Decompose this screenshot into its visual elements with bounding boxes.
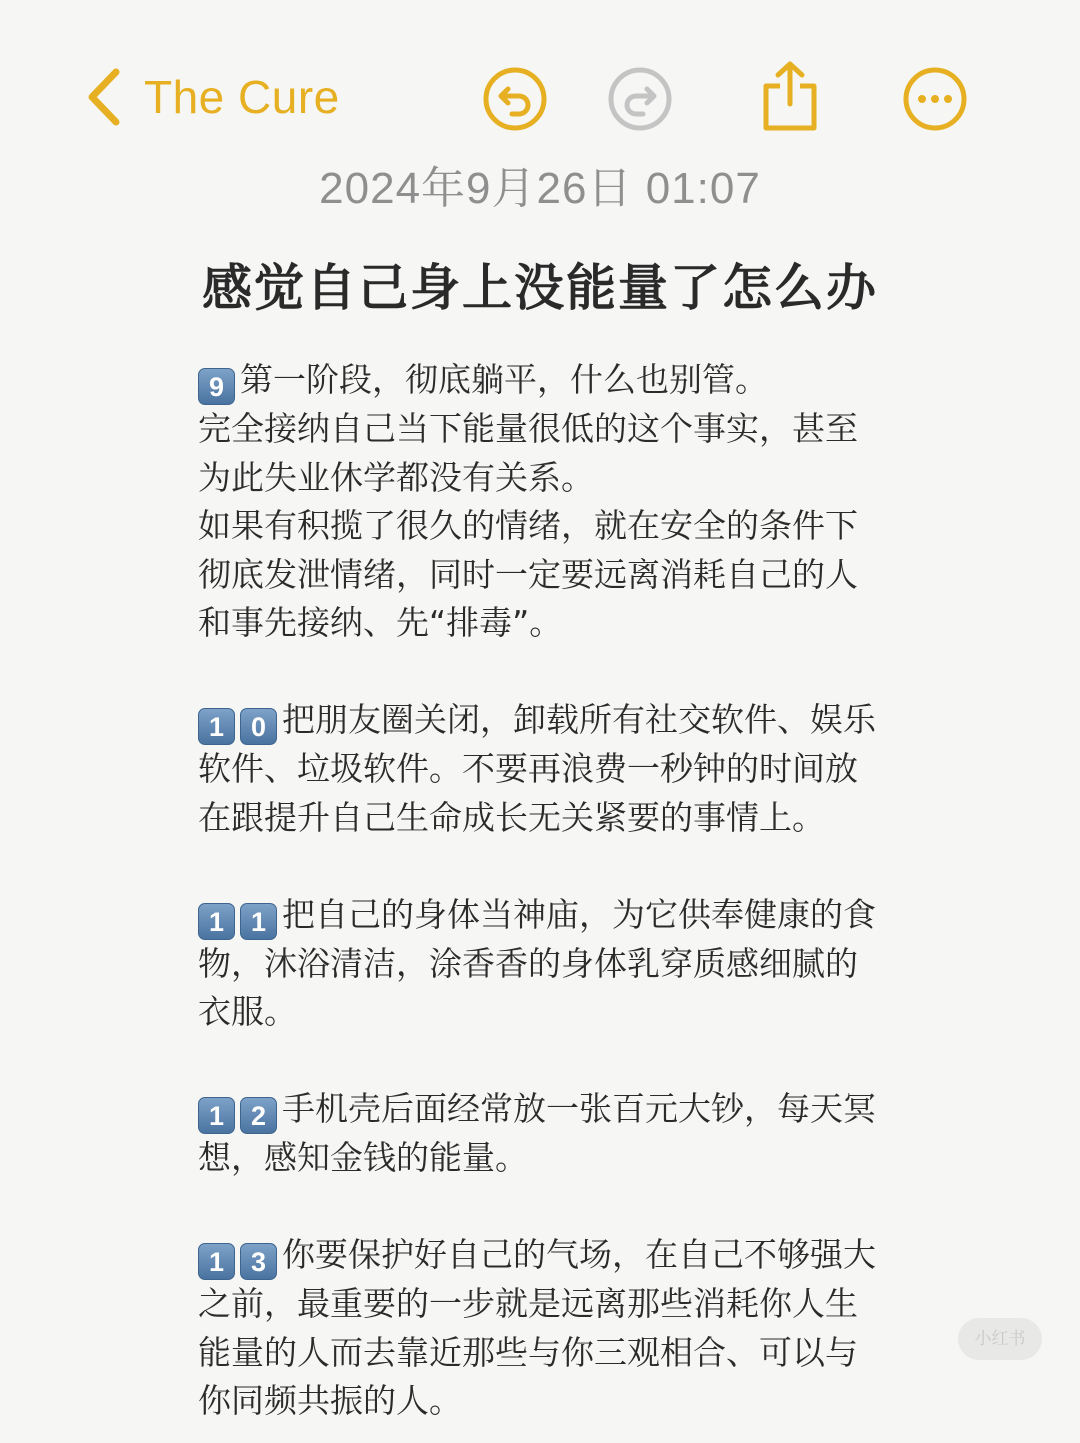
keycap-digit-icon: 0 bbox=[240, 708, 277, 745]
note-section bbox=[198, 891, 918, 1037]
text-line: 1 1 把自己的身体当神庙，为它供奉健康的食 bbox=[198, 891, 918, 940]
note-title: 感觉自己身上没能量了怎么办 bbox=[202, 259, 878, 317]
text-line: 想，感知金钱的能量。 bbox=[198, 1138, 528, 1177]
keycap-digit-icon: 1 bbox=[198, 708, 235, 745]
share-button[interactable] bbox=[758, 60, 822, 134]
paragraph-gap bbox=[198, 842, 918, 891]
text-line: 能量的人而去靠近那些与你三观相合、可以与 bbox=[198, 1332, 858, 1372]
text-line: 衣服。 bbox=[198, 992, 297, 1031]
note-body[interactable] bbox=[198, 356, 918, 1426]
chevron-left-icon bbox=[86, 68, 122, 126]
note-section bbox=[198, 356, 918, 648]
text-line: 1 2 手机壳后面经常放一张百元大钞，每天冥 bbox=[198, 1085, 918, 1134]
keycap-digit-icon: 3 bbox=[240, 1243, 277, 1280]
text-line: 1 0 把朋友圈关闭，卸载所有社交软件、娱乐 bbox=[198, 696, 918, 745]
note-section bbox=[198, 696, 918, 842]
text-line: 如果有积揽了很久的情绪，就在安全的条件下 bbox=[198, 506, 858, 545]
note-section bbox=[198, 1085, 918, 1183]
text-line: 物，沐浴清洁，涂香香的身体乳穿质感细腻的 bbox=[198, 943, 858, 983]
redo-button[interactable] bbox=[607, 66, 673, 132]
keycap-digit-icon: 1 bbox=[198, 1243, 235, 1280]
watermark-logo: 小红书 bbox=[958, 1318, 1042, 1360]
keycap-digit-icon: 1 bbox=[198, 903, 235, 940]
text-line: 和事先接纳、先“排毒”。 bbox=[198, 603, 563, 642]
paragraph-gap bbox=[198, 1183, 918, 1232]
note-section bbox=[198, 1231, 918, 1426]
undo-icon bbox=[482, 66, 548, 132]
toolbar bbox=[0, 0, 1080, 140]
back-label: The Cure bbox=[144, 71, 340, 123]
note-date: 2024年9月26日 01:07 bbox=[319, 164, 761, 213]
text-line: 1 3 你要保护好自己的气场，在自己不够强大 bbox=[198, 1231, 918, 1280]
text-line: 9 第一阶段，彻底躺平，什么也别管。 bbox=[198, 356, 918, 405]
more-button[interactable] bbox=[902, 66, 968, 132]
keycap-digit-icon: 2 bbox=[240, 1097, 277, 1134]
undo-button[interactable] bbox=[482, 66, 548, 132]
paragraph-gap bbox=[198, 648, 918, 697]
more-icon bbox=[902, 66, 968, 132]
text-line: 之前，最重要的一步就是远离那些消耗你人生 bbox=[198, 1284, 858, 1323]
text-line: 完全接纳自己当下能量很低的这个事实，甚至 bbox=[198, 409, 858, 448]
text-line: 软件、垃圾软件。不要再浪费一秒钟的时间放 bbox=[198, 749, 858, 788]
redo-icon bbox=[607, 66, 673, 132]
text-line: 为此失业休学都没有关系。 bbox=[198, 457, 594, 497]
keycap-digit-icon: 9 bbox=[198, 368, 235, 405]
keycap-digit-icon: 1 bbox=[240, 903, 277, 940]
text-line: 你同频共振的人。 bbox=[198, 1381, 462, 1420]
keycap-digit-icon: 1 bbox=[198, 1097, 235, 1134]
back-button[interactable] bbox=[86, 62, 340, 132]
text-line: 彻底发泄情绪，同时一定要远离消耗自己的人 bbox=[198, 554, 858, 594]
text-line: 在跟提升自己生命成长无关紧要的事情上。 bbox=[198, 797, 825, 837]
paragraph-gap bbox=[198, 1037, 918, 1086]
share-icon bbox=[758, 60, 822, 134]
